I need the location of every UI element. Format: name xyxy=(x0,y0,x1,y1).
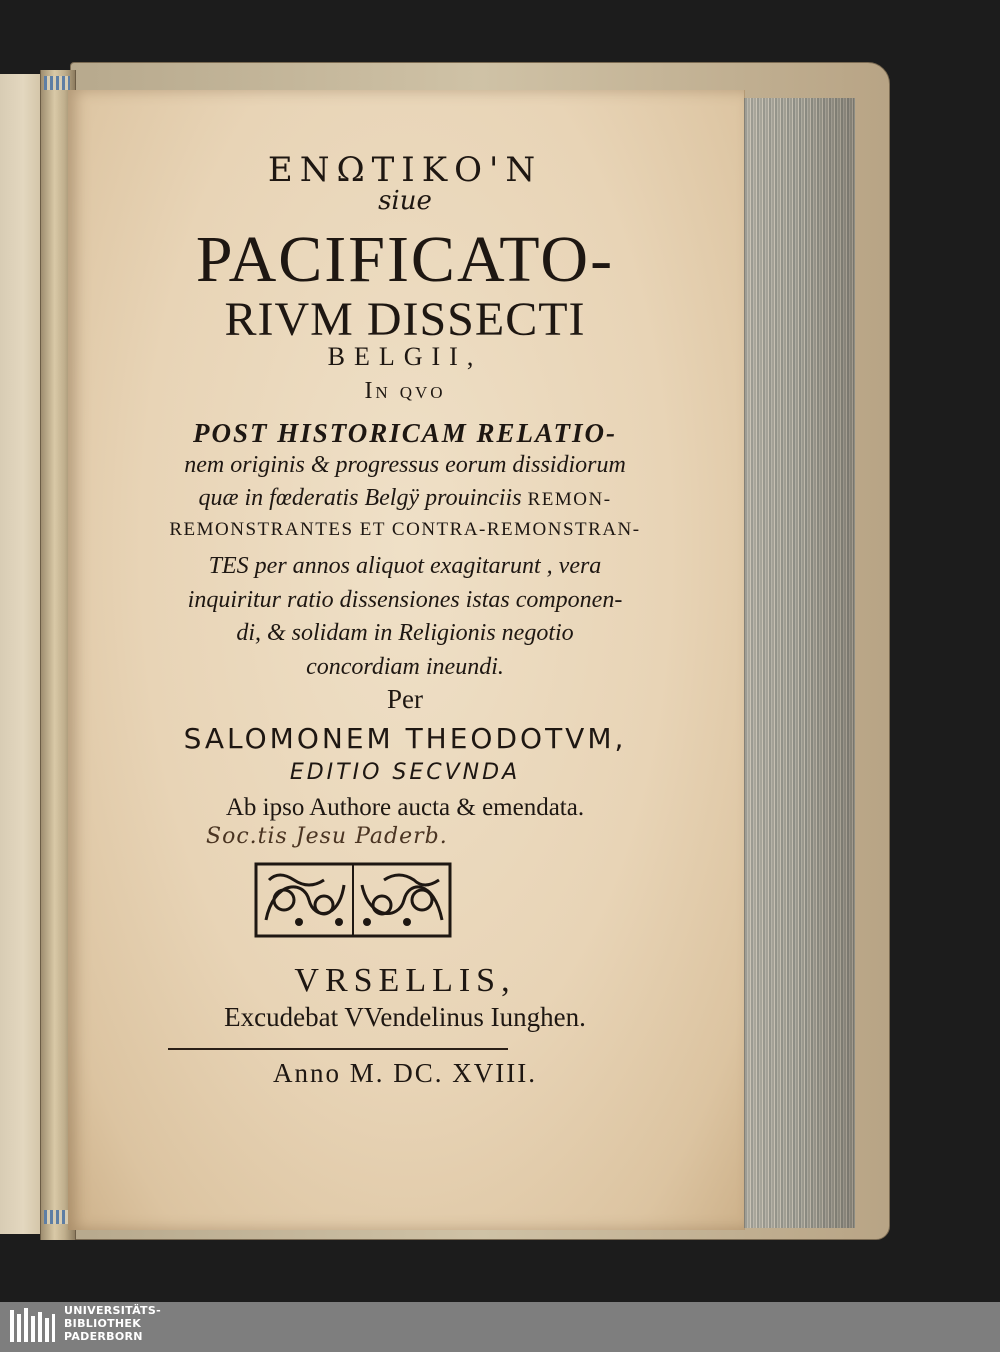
imprint-rule xyxy=(168,1048,508,1050)
library-name-line2: BIBLIOTHEK xyxy=(64,1317,142,1330)
imprint-place: VRSELLIS, xyxy=(294,962,516,999)
edition-note: Ab ipso Authore aucta & emendata. xyxy=(225,794,585,821)
footer-bar xyxy=(0,1302,1000,1352)
imprint-printer: Excudebat VVendelinus Iunghen. xyxy=(224,1002,586,1032)
body-line-5: TES per annos aliquot exagitarunt , vera xyxy=(208,553,602,579)
per-line: Per xyxy=(387,684,423,714)
body-line-3 xyxy=(80,485,730,512)
library-logo-icon xyxy=(8,1304,56,1346)
main-title-line1: PACIFICATO- xyxy=(195,223,615,296)
body-line-8: concordiam ineundi. xyxy=(306,654,504,680)
author-line: SALOMONEM THEODOTVM, xyxy=(183,722,627,755)
handwritten-ownership-note: Soc.tis Jesu Paderb. xyxy=(206,824,448,849)
body-line-3-text: quæ in fœderatis Belgÿ prouinciis xyxy=(198,485,522,511)
printer-ornament xyxy=(254,860,452,940)
in-quo-line: In qvo xyxy=(364,378,446,404)
main-title-line2: RIVM DISSECTI xyxy=(224,293,586,346)
library-name-line1: UNIVERSITÄTS- xyxy=(64,1304,161,1317)
greek-title: ΕΝΩΤΙΚΟ'Ν xyxy=(267,150,543,190)
body-line-2: nem originis & progressus eorum dissidiorum xyxy=(184,452,626,478)
spine-tailband xyxy=(44,1210,70,1224)
body-line-4: REMONSTRANTES ET CONTRA-REMONSTRAN- xyxy=(169,519,641,540)
belgii-line: BELGII, xyxy=(327,342,483,371)
spine-headband xyxy=(44,76,70,90)
remon-word: REMON- xyxy=(527,489,612,510)
edition-line: EDITIO SECVNDA xyxy=(289,760,521,785)
library-name-line3: PADERBORN xyxy=(64,1330,143,1343)
page-edges-shade xyxy=(744,98,854,1228)
body-line-7: di, & solidam in Religionis negotio xyxy=(236,620,574,646)
imprint-year: Anno M. DC. XVIII. xyxy=(273,1058,537,1088)
body-line-6: inquiritur ratio dissensiones istas componen- xyxy=(187,587,623,613)
body-line-1: POST HISTORICAM RELATIO- xyxy=(192,418,618,448)
siue-word: siue xyxy=(378,186,432,216)
